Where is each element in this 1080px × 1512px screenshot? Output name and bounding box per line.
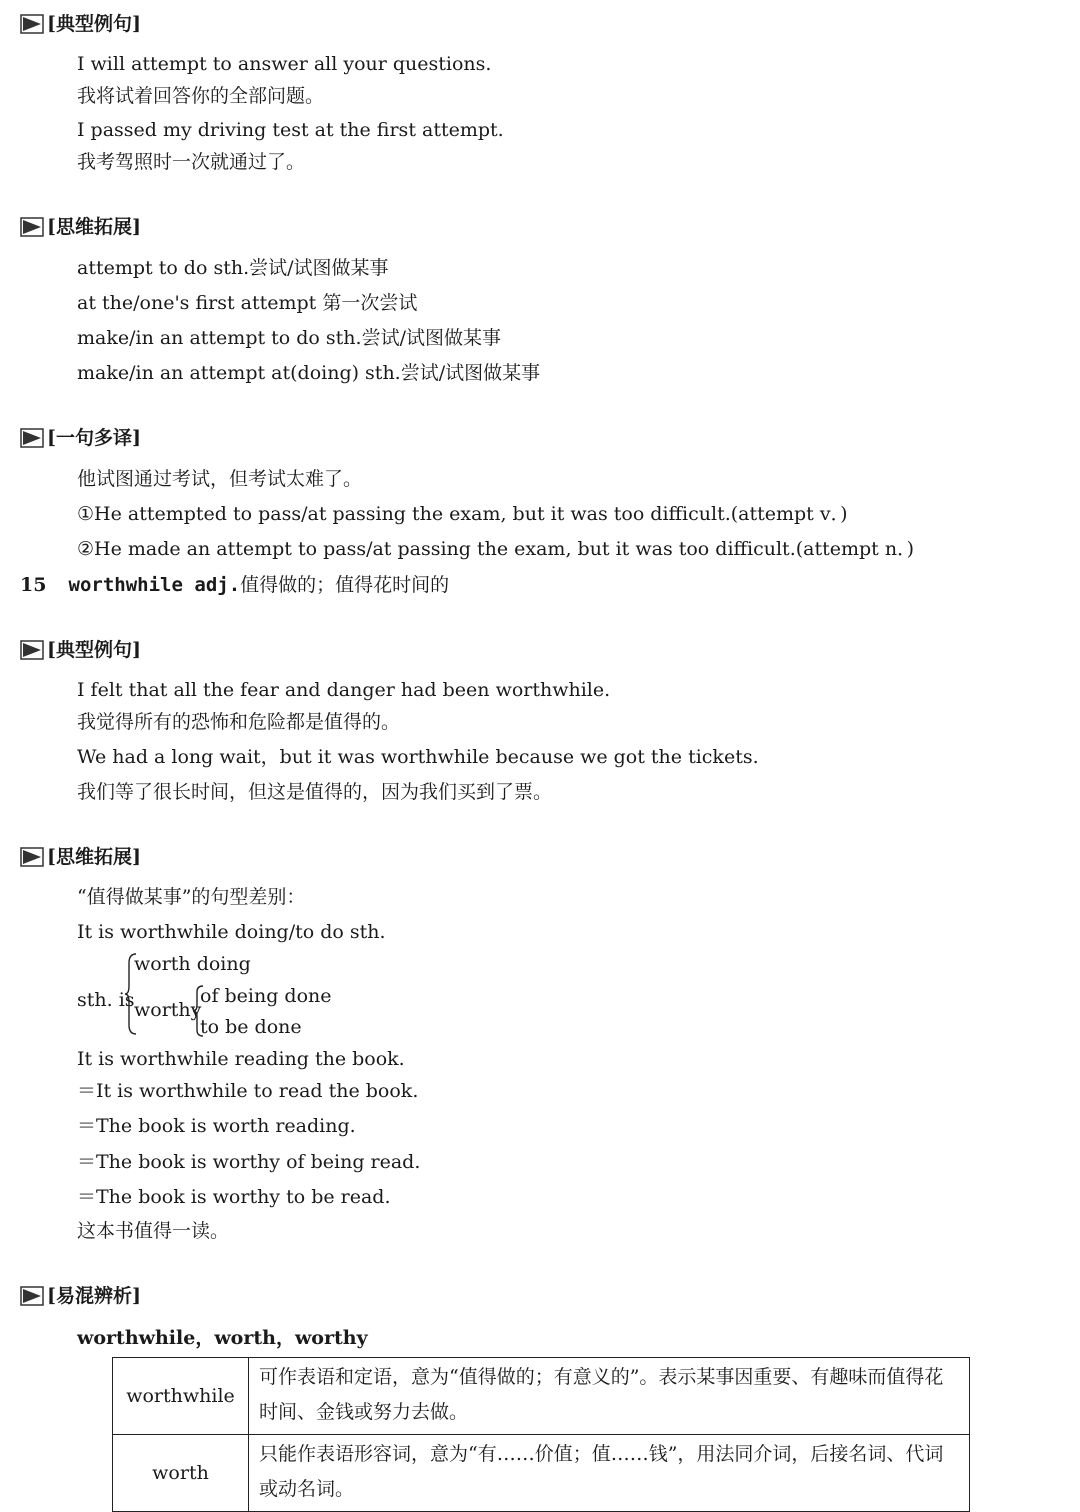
- section-header-examples: [20, 638, 141, 662]
- example-translation: 我将试着回答你的全部问题。: [77, 85, 325, 107]
- table-term-cell: worth: [113, 1435, 249, 1512]
- example-translation: 我们等了很长时间，但这是值得的，因为我们买到了票。: [77, 781, 553, 803]
- example-translation: 我考驾照时一次就通过了。: [77, 151, 306, 173]
- table-term-cell: worthwhile: [113, 1358, 249, 1435]
- play-box-icon: [20, 847, 44, 867]
- section-header-label: [思维拓展]: [47, 216, 141, 238]
- diagram-option-worthy: worthy: [134, 999, 202, 1021]
- pattern-intro: “值得做某事”的句型差别：: [77, 886, 306, 908]
- section-header-examples: [20, 12, 141, 36]
- play-box-icon: [20, 217, 44, 237]
- phrase-line: at the/one's first attempt 第一次尝试: [77, 292, 418, 314]
- section-header-label: [思维拓展]: [47, 846, 141, 868]
- section-header-translations: [20, 426, 141, 450]
- phrase-line: attempt to do sth.尝试/试图做某事: [77, 257, 389, 279]
- translation-option: ②He made an attempt to pass/at passing the exam, but it was too difficult.(attempt n．): [77, 538, 914, 560]
- play-box-icon: [20, 1286, 44, 1306]
- example-translation: 我觉得所有的恐怖和危险都是值得的。: [77, 711, 401, 733]
- entry-number: 15: [20, 574, 47, 596]
- equivalent-sentence: ＝The book is worthy of being read.: [77, 1151, 421, 1173]
- translation-option: ①He attempted to pass/at passing the exam, but it was too difficult.(attempt v．): [77, 503, 848, 525]
- example-sentence: It is worthwhile reading the book.: [77, 1048, 405, 1070]
- diagram-subject: sth. is: [77, 989, 135, 1011]
- equivalent-sentence: ＝The book is worth reading.: [77, 1115, 356, 1137]
- table-row: [113, 1435, 970, 1512]
- diagram-sub-option: of being done: [200, 985, 332, 1007]
- example-sentence: I will attempt to answer all your questions.: [77, 53, 492, 75]
- diagram-option-worth: worth doing: [134, 953, 251, 975]
- section-header-confusables: [20, 1284, 141, 1308]
- table-desc-cell: 可作表语和定语，意为“值得做的；有意义的”。表示某事因重要、有趣味而值得花时间、金钱或努力去做。: [249, 1358, 970, 1435]
- table-row: [113, 1358, 970, 1435]
- equivalent-sentence: ＝The book is worthy to be read.: [77, 1186, 391, 1208]
- entry-meaning: 值得做的；值得花时间的: [240, 574, 450, 596]
- play-box-icon: [20, 428, 44, 448]
- play-box-icon: [20, 14, 44, 34]
- section-header-label: [易混辨析]: [47, 1285, 141, 1307]
- vocab-entry: [20, 573, 449, 597]
- phrase-line: make/in an attempt to do sth.尝试/试图做某事: [77, 327, 501, 349]
- pattern-line: It is worthwhile doing/to do sth.: [77, 921, 386, 943]
- section-header-label: [一句多译]: [47, 427, 141, 449]
- diagram-sub-option: to be done: [200, 1016, 302, 1038]
- example-sentence: I passed my driving test at the first attempt.: [77, 119, 504, 141]
- phrase-line: make/in an attempt at(doing) sth.尝试/试图做某事: [77, 362, 541, 384]
- entry-word: worthwhile adj.: [68, 574, 241, 596]
- comparison-table: [112, 1357, 970, 1512]
- example-translation: 这本书值得一读。: [77, 1220, 230, 1242]
- section-header-extension: [20, 215, 141, 239]
- section-header-extension: [20, 845, 141, 869]
- section-header-label: [典型例句]: [47, 639, 141, 661]
- source-sentence: 他试图通过考试，但考试太难了。: [77, 468, 363, 490]
- play-box-icon: [20, 640, 44, 660]
- example-sentence: I felt that all the fear and danger had been worthwhile.: [77, 679, 611, 701]
- example-sentence: We had a long wait，but it was worthwhile because we got the tickets.: [77, 746, 759, 768]
- section-header-label: [典型例句]: [47, 13, 141, 35]
- table-desc-cell: 只能作表语形容词，意为“有……价值；值……钱”，用法同介词，后接名词、代词或动名词。: [249, 1435, 970, 1512]
- comparison-title: worthwhile，worth，worthy: [77, 1327, 368, 1349]
- equivalent-sentence: ＝It is worthwhile to read the book.: [77, 1080, 419, 1102]
